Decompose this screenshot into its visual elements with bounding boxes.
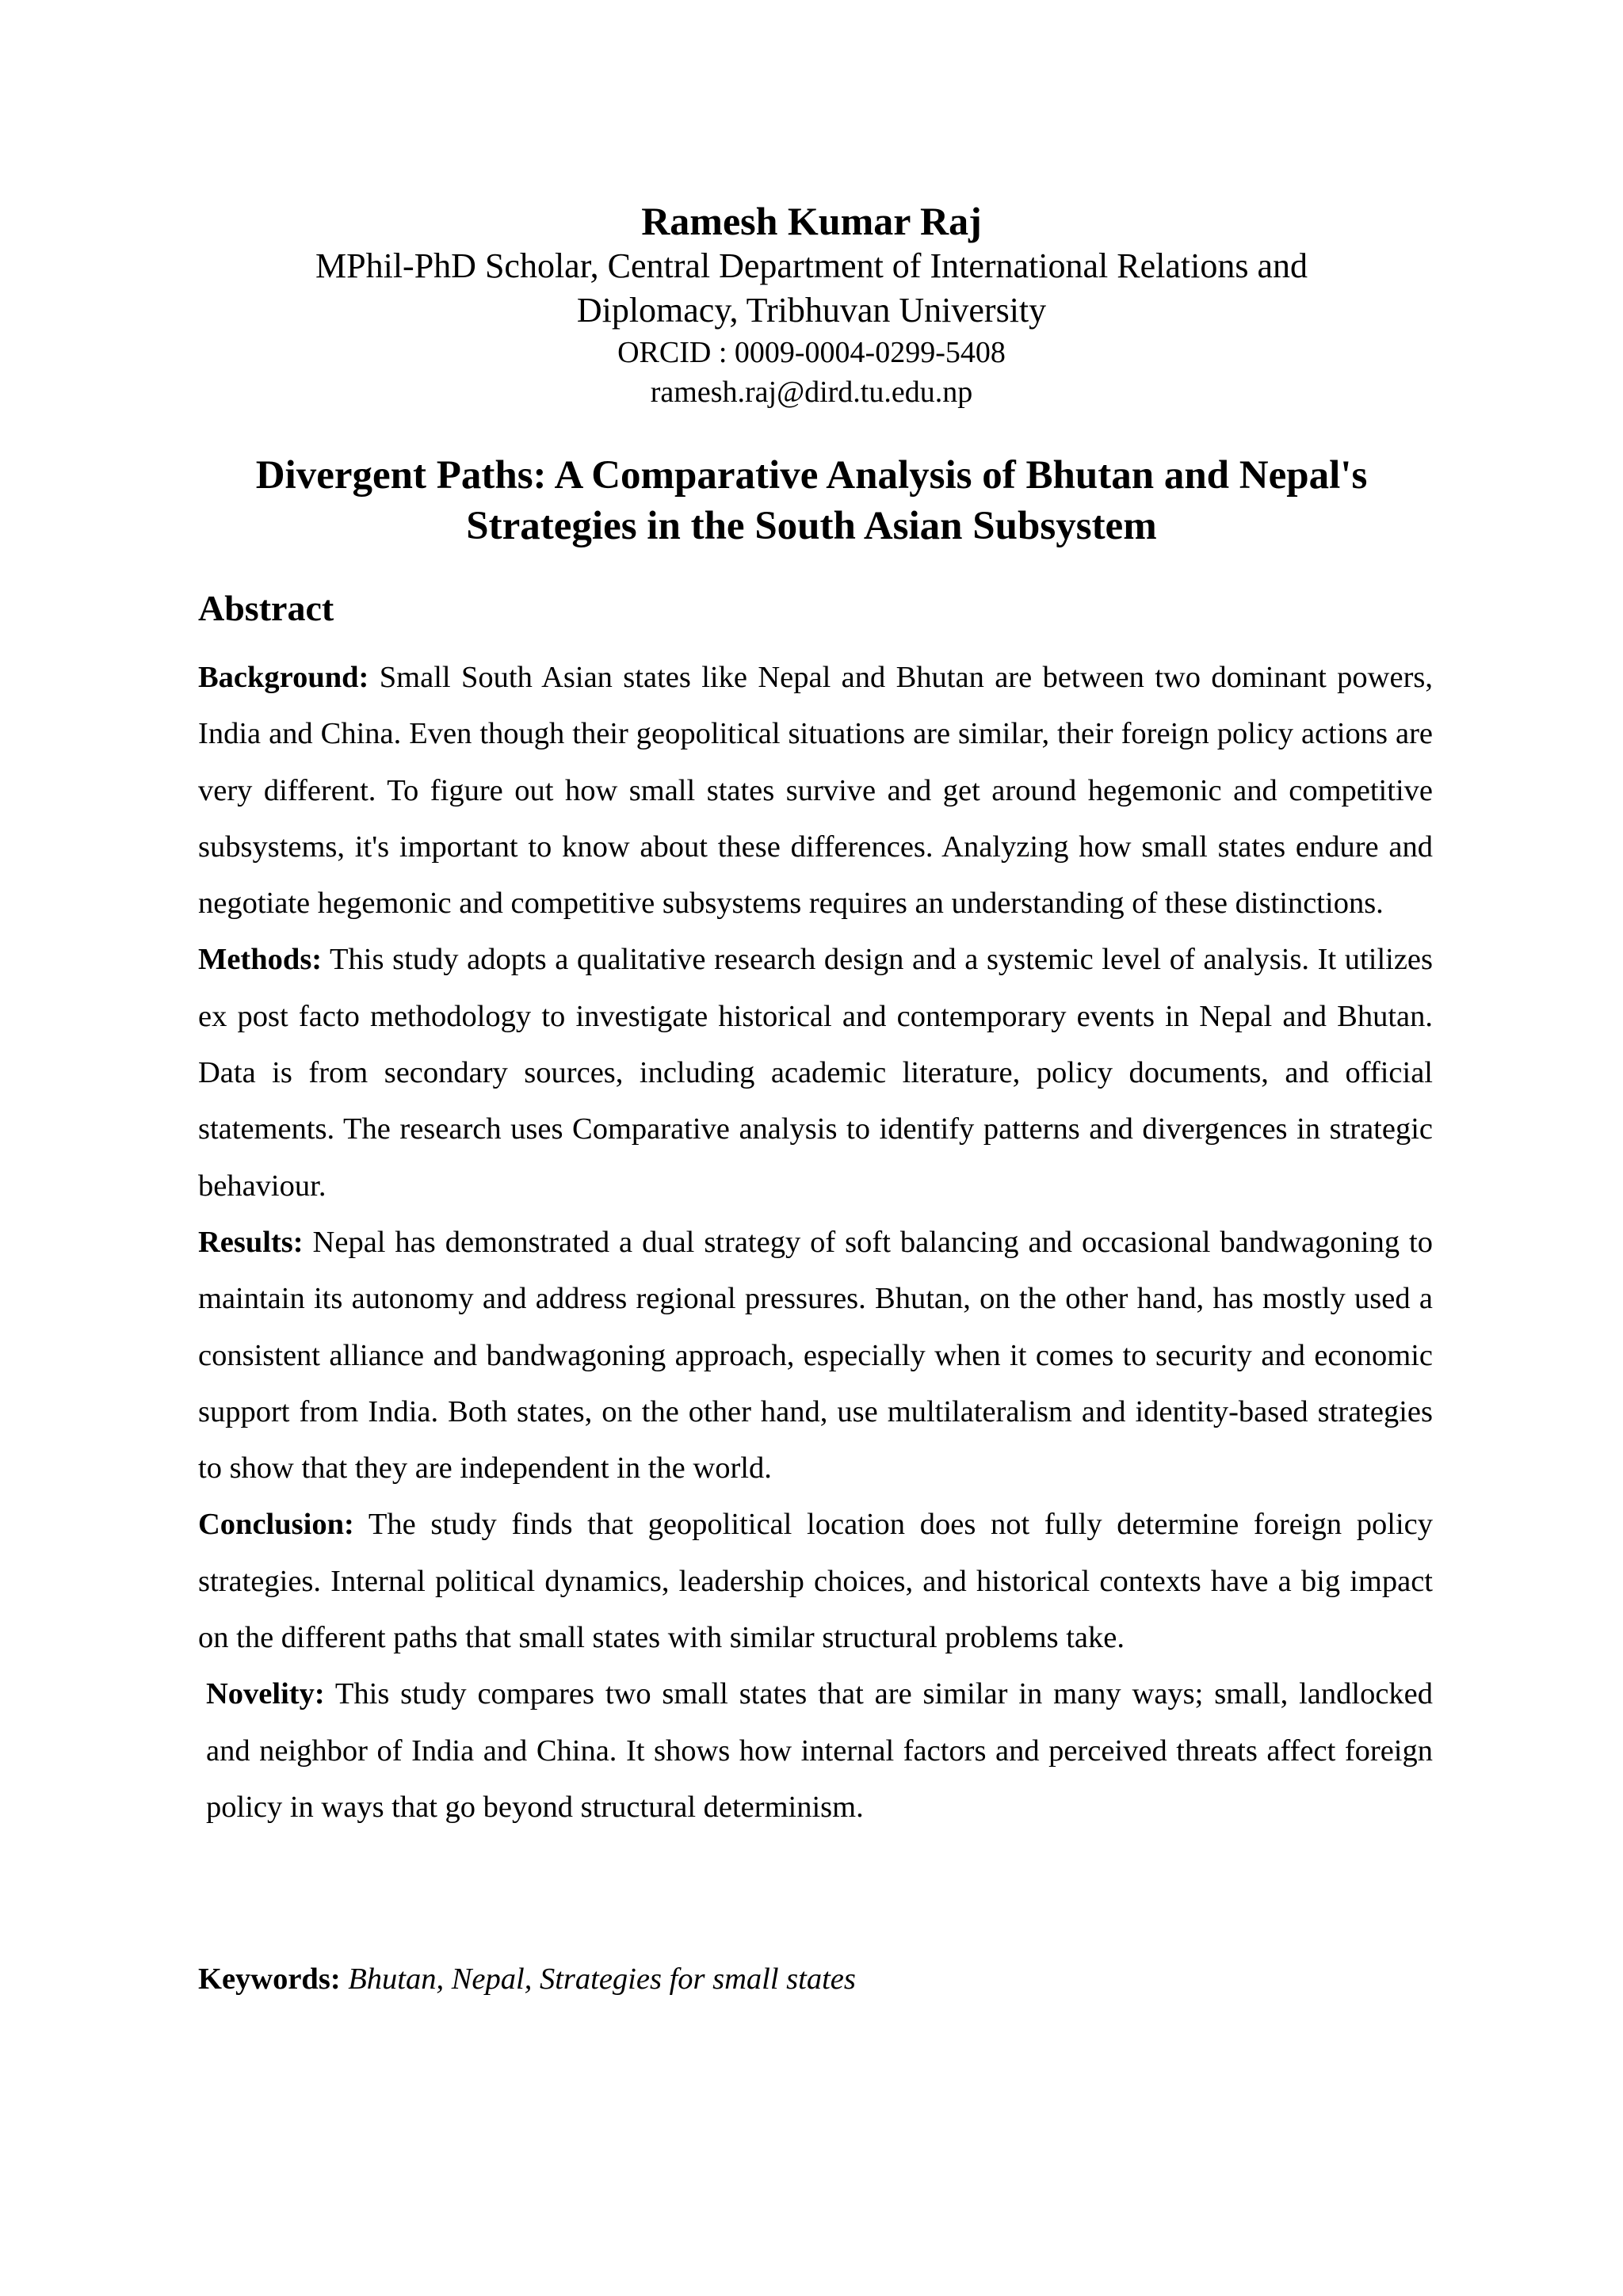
background-label: Background:	[198, 661, 369, 694]
paper-title	[0, 450, 1623, 551]
keywords-label: Keywords:	[198, 1962, 341, 1996]
author-name: Ramesh Kumar Raj	[641, 199, 982, 243]
keywords-values: Bhutan, Nepal, Strategies for small states	[348, 1962, 856, 1996]
paper-title-line-2: Strategies in the South Asian Subsystem	[466, 504, 1157, 548]
abstract-novelty	[198, 1666, 1433, 1836]
paper-title-line-1: Divergent Paths: A Comparative Analysis of Bhutan and Nepal's	[255, 453, 1368, 498]
abstract-conclusion	[198, 1497, 1433, 1666]
keywords	[198, 1957, 856, 2001]
author-email: ramesh.raj@dird.tu.edu.np	[650, 376, 973, 409]
author-block	[0, 198, 1623, 412]
abstract-results	[198, 1215, 1433, 1497]
author-affiliation-line-1: MPhil-PhD Scholar, Central Department of International Relations and	[315, 246, 1308, 285]
conclusion-text: The study finds that geopolitical location does not fully determine foreign policy strategies. Internal political dynamics, leadership choices, and historical contexts have a big impact on the different paths that small states with similar structural problems take.	[198, 1508, 1433, 1655]
abstract-heading: Abstract	[198, 588, 334, 628]
background-text: Small South Asian states like Nepal and Bhutan are between two dominant powers, India and China. Even though their geopolitical situations are similar, their foreign policy actions are very different. To figure out how small states survive and get around hegemonic and competitive subsystems, it's important to know about these differences. Analyzing how small states endure and negotiate hegemonic and competitive subsystems requires an understanding of these distinctions.	[198, 661, 1433, 921]
methods-label: Methods:	[198, 943, 323, 977]
abstract-methods	[198, 932, 1433, 1214]
novelty-text: This study compares two small states that are similar in many ways; small, landlocked and neighbor of India and China. It shows how internal factors and perceived threats affect foreign policy in ways that go beyond structural determinism.	[206, 1677, 1433, 1824]
author-orcid: ORCID : 0009-0004-0299-5408	[617, 336, 1006, 369]
abstract-background	[198, 650, 1433, 932]
conclusion-label: Conclusion:	[198, 1508, 354, 1542]
methods-text: This study adopts a qualitative research design and a systemic level of analysis. It utilizes ex post facto methodology to investigate historical and contemporary events in Nepal and Bhutan. Data is from secondary sources, including academic literature, policy documents, and official statements. The research uses Comparative analysis to identify patterns and divergences in strategic behaviour.	[198, 943, 1433, 1203]
novelty-label: Novelity:	[206, 1677, 325, 1711]
author-affiliation-line-2: Diplomacy, Tribhuvan University	[576, 291, 1047, 330]
abstract-body	[198, 650, 1433, 1836]
results-label: Results:	[198, 1225, 304, 1259]
results-text: Nepal has demonstrated a dual strategy of soft balancing and occasional bandwagoning to maintain its autonomy and address regional pressures. Bhutan, on the other hand, has mostly used a consistent alliance and bandwagoning approach, especially when it comes to security and economic support from India. Both states, on the other hand, use multilateralism and identity-based strategies to show that they are independent in the world.	[198, 1225, 1433, 1486]
